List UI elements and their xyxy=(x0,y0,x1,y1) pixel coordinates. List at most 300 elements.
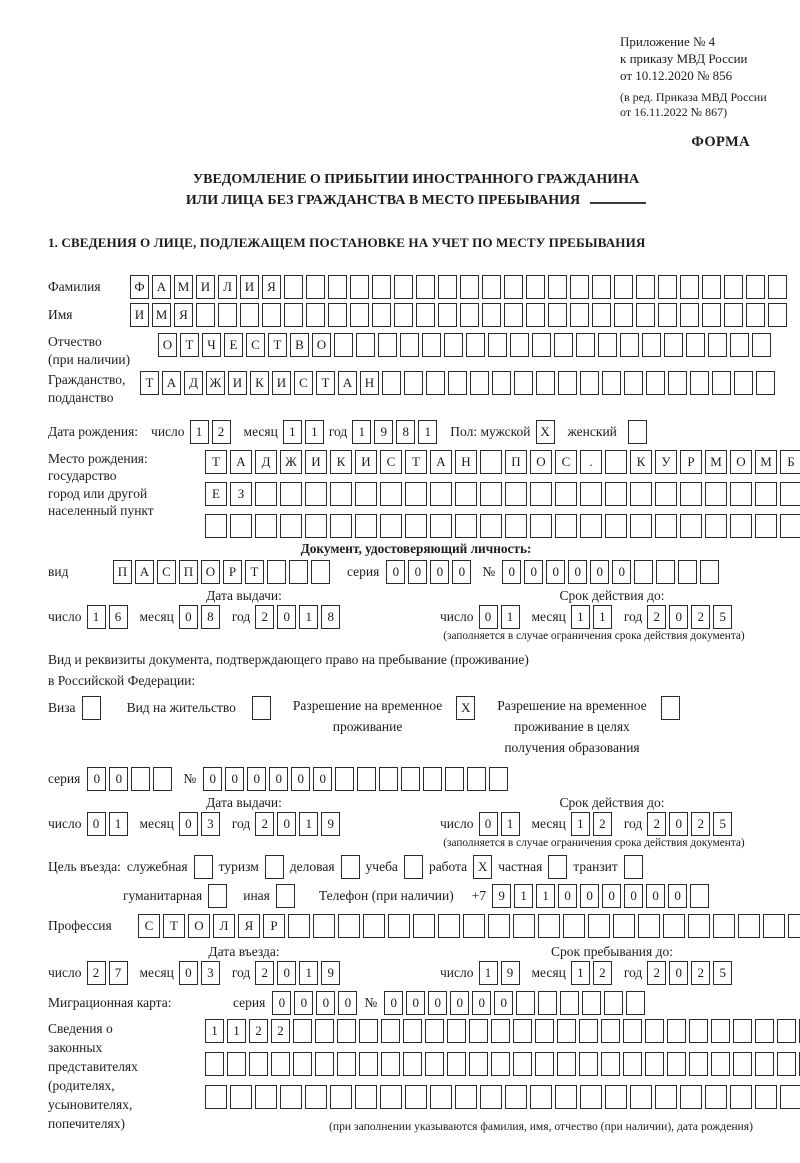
char-cell[interactable]: 2 xyxy=(593,812,612,836)
char-cell[interactable]: С xyxy=(138,914,160,938)
char-cell[interactable] xyxy=(733,1052,752,1076)
char-cell[interactable]: 1 xyxy=(501,812,520,836)
char-cell[interactable]: С xyxy=(555,450,577,474)
char-cell[interactable] xyxy=(689,1052,708,1076)
char-cell[interactable]: 0 xyxy=(558,884,577,908)
char-cell[interactable] xyxy=(359,1052,378,1076)
char-cell[interactable]: М xyxy=(755,450,777,474)
char-cell[interactable] xyxy=(678,560,697,584)
char-cell[interactable] xyxy=(668,371,687,395)
char-cell[interactable]: 0 xyxy=(430,560,449,584)
char-cell[interactable]: 0 xyxy=(269,767,288,791)
gender-female-checkbox[interactable] xyxy=(628,420,647,444)
char-cell[interactable] xyxy=(667,1019,686,1043)
char-cell[interactable] xyxy=(334,333,353,357)
char-cell[interactable] xyxy=(469,1019,488,1043)
char-cell[interactable]: 0 xyxy=(277,961,296,985)
char-cell[interactable]: 1 xyxy=(571,605,590,629)
char-cell[interactable] xyxy=(305,514,327,538)
char-cell[interactable] xyxy=(630,514,652,538)
char-cell[interactable]: П xyxy=(113,560,132,584)
char-cell[interactable] xyxy=(558,371,577,395)
char-cell[interactable]: 0 xyxy=(313,767,332,791)
char-cell[interactable]: 1 xyxy=(514,884,533,908)
char-cell[interactable] xyxy=(315,1052,334,1076)
char-cell[interactable] xyxy=(306,275,325,299)
char-cell[interactable] xyxy=(513,914,535,938)
char-cell[interactable] xyxy=(658,303,677,327)
char-cell[interactable]: Ж xyxy=(206,371,225,395)
char-cell[interactable]: В xyxy=(290,333,309,357)
char-cell[interactable] xyxy=(425,1052,444,1076)
char-cell[interactable] xyxy=(734,371,753,395)
char-cell[interactable]: Я xyxy=(262,275,281,299)
char-cell[interactable] xyxy=(438,303,457,327)
char-cell[interactable] xyxy=(730,482,752,506)
char-cell[interactable]: М xyxy=(705,450,727,474)
char-cell[interactable]: 1 xyxy=(352,420,371,444)
char-cell[interactable] xyxy=(664,333,683,357)
char-cell[interactable]: 8 xyxy=(321,605,340,629)
char-cell[interactable] xyxy=(580,482,602,506)
purpose-tourism-checkbox[interactable] xyxy=(265,855,284,879)
char-cell[interactable] xyxy=(655,482,677,506)
char-cell[interactable] xyxy=(284,275,303,299)
char-cell[interactable] xyxy=(378,333,397,357)
char-cell[interactable]: 0 xyxy=(472,991,491,1015)
char-cell[interactable]: 2 xyxy=(249,1019,268,1043)
char-cell[interactable]: 0 xyxy=(277,605,296,629)
char-cell[interactable] xyxy=(560,991,579,1015)
char-cell[interactable] xyxy=(357,767,376,791)
char-cell[interactable]: 3 xyxy=(201,812,220,836)
char-cell[interactable]: 0 xyxy=(294,991,313,1015)
char-cell[interactable] xyxy=(555,514,577,538)
char-cell[interactable] xyxy=(604,991,623,1015)
char-cell[interactable]: 9 xyxy=(501,961,520,985)
char-cell[interactable]: Т xyxy=(205,450,227,474)
char-cell[interactable] xyxy=(780,482,800,506)
char-cell[interactable] xyxy=(196,303,215,327)
char-cell[interactable]: 6 xyxy=(109,605,128,629)
char-cell[interactable] xyxy=(505,1085,527,1109)
char-cell[interactable] xyxy=(455,1085,477,1109)
char-cell[interactable] xyxy=(746,303,765,327)
char-cell[interactable] xyxy=(240,303,259,327)
char-cell[interactable] xyxy=(467,767,486,791)
char-cell[interactable] xyxy=(601,1052,620,1076)
char-cell[interactable] xyxy=(724,275,743,299)
char-cell[interactable]: 0 xyxy=(602,884,621,908)
char-cell[interactable] xyxy=(513,1019,532,1043)
char-cell[interactable] xyxy=(755,482,777,506)
char-cell[interactable]: 9 xyxy=(321,812,340,836)
char-cell[interactable] xyxy=(663,914,685,938)
char-cell[interactable] xyxy=(382,371,401,395)
char-cell[interactable] xyxy=(777,1052,796,1076)
char-cell[interactable] xyxy=(570,303,589,327)
char-cell[interactable] xyxy=(680,482,702,506)
char-cell[interactable] xyxy=(463,914,485,938)
char-cell[interactable] xyxy=(480,514,502,538)
char-cell[interactable]: 2 xyxy=(271,1019,290,1043)
char-cell[interactable]: 1 xyxy=(479,961,498,985)
char-cell[interactable] xyxy=(430,482,452,506)
char-cell[interactable] xyxy=(526,303,545,327)
char-cell[interactable] xyxy=(614,275,633,299)
char-cell[interactable] xyxy=(448,371,467,395)
char-cell[interactable] xyxy=(413,914,435,938)
char-cell[interactable] xyxy=(555,1085,577,1109)
char-cell[interactable]: 0 xyxy=(179,812,198,836)
char-cell[interactable]: Р xyxy=(263,914,285,938)
char-cell[interactable] xyxy=(708,333,727,357)
char-cell[interactable]: Е xyxy=(205,482,227,506)
char-cell[interactable] xyxy=(271,1052,290,1076)
char-cell[interactable] xyxy=(288,914,310,938)
char-cell[interactable] xyxy=(711,1052,730,1076)
char-cell[interactable]: 0 xyxy=(450,991,469,1015)
char-cell[interactable]: 0 xyxy=(247,767,266,791)
char-cell[interactable] xyxy=(416,275,435,299)
char-cell[interactable]: 0 xyxy=(612,560,631,584)
char-cell[interactable] xyxy=(488,914,510,938)
char-cell[interactable] xyxy=(601,1019,620,1043)
char-cell[interactable]: 0 xyxy=(428,991,447,1015)
char-cell[interactable] xyxy=(554,333,573,357)
char-cell[interactable] xyxy=(400,333,419,357)
temp-permit-checkbox[interactable]: X xyxy=(456,696,475,720)
char-cell[interactable] xyxy=(284,303,303,327)
char-cell[interactable]: 2 xyxy=(87,961,106,985)
char-cell[interactable] xyxy=(630,1085,652,1109)
char-cell[interactable]: Т xyxy=(163,914,185,938)
char-cell[interactable]: 7 xyxy=(109,961,128,985)
char-cell[interactable] xyxy=(680,303,699,327)
char-cell[interactable] xyxy=(262,303,281,327)
char-cell[interactable] xyxy=(686,333,705,357)
char-cell[interactable] xyxy=(403,1052,422,1076)
char-cell[interactable]: С xyxy=(246,333,265,357)
char-cell[interactable]: К xyxy=(630,450,652,474)
char-cell[interactable]: 0 xyxy=(386,560,405,584)
char-cell[interactable]: И xyxy=(196,275,215,299)
char-cell[interactable]: 0 xyxy=(452,560,471,584)
char-cell[interactable] xyxy=(614,303,633,327)
char-cell[interactable]: С xyxy=(157,560,176,584)
char-cell[interactable]: О xyxy=(530,450,552,474)
char-cell[interactable]: З xyxy=(230,482,252,506)
purpose-other-checkbox[interactable] xyxy=(276,884,295,908)
char-cell[interactable]: 2 xyxy=(255,605,274,629)
char-cell[interactable] xyxy=(642,333,661,357)
char-cell[interactable] xyxy=(379,767,398,791)
char-cell[interactable] xyxy=(756,371,775,395)
char-cell[interactable]: П xyxy=(505,450,527,474)
char-cell[interactable] xyxy=(337,1019,356,1043)
char-cell[interactable] xyxy=(315,1019,334,1043)
char-cell[interactable]: 5 xyxy=(713,812,732,836)
char-cell[interactable] xyxy=(579,1019,598,1043)
char-cell[interactable] xyxy=(680,275,699,299)
char-cell[interactable]: 0 xyxy=(203,767,222,791)
char-cell[interactable]: 0 xyxy=(546,560,565,584)
gender-male-checkbox[interactable]: X xyxy=(536,420,555,444)
char-cell[interactable] xyxy=(255,514,277,538)
char-cell[interactable] xyxy=(131,767,150,791)
char-cell[interactable]: Е xyxy=(224,333,243,357)
char-cell[interactable]: 0 xyxy=(669,605,688,629)
char-cell[interactable]: 1 xyxy=(299,812,318,836)
char-cell[interactable] xyxy=(738,914,760,938)
char-cell[interactable] xyxy=(313,914,335,938)
char-cell[interactable] xyxy=(592,275,611,299)
char-cell[interactable] xyxy=(605,1085,627,1109)
char-cell[interactable]: И xyxy=(272,371,291,395)
char-cell[interactable]: Я xyxy=(238,914,260,938)
char-cell[interactable] xyxy=(355,482,377,506)
char-cell[interactable] xyxy=(455,482,477,506)
char-cell[interactable]: 2 xyxy=(691,812,710,836)
char-cell[interactable]: 1 xyxy=(190,420,209,444)
char-cell[interactable] xyxy=(422,333,441,357)
char-cell[interactable] xyxy=(746,275,765,299)
char-cell[interactable] xyxy=(713,914,735,938)
char-cell[interactable] xyxy=(330,514,352,538)
char-cell[interactable] xyxy=(530,482,552,506)
char-cell[interactable]: 1 xyxy=(227,1019,246,1043)
char-cell[interactable] xyxy=(580,371,599,395)
char-cell[interactable]: И xyxy=(228,371,247,395)
char-cell[interactable] xyxy=(557,1019,576,1043)
char-cell[interactable]: 0 xyxy=(179,961,198,985)
char-cell[interactable] xyxy=(505,482,527,506)
char-cell[interactable] xyxy=(381,1019,400,1043)
char-cell[interactable] xyxy=(480,482,502,506)
char-cell[interactable] xyxy=(768,275,787,299)
char-cell[interactable] xyxy=(438,914,460,938)
char-cell[interactable] xyxy=(350,303,369,327)
char-cell[interactable] xyxy=(636,303,655,327)
char-cell[interactable]: Ч xyxy=(202,333,221,357)
char-cell[interactable] xyxy=(636,275,655,299)
char-cell[interactable]: 1 xyxy=(501,605,520,629)
char-cell[interactable]: Л xyxy=(218,275,237,299)
char-cell[interactable] xyxy=(733,1019,752,1043)
char-cell[interactable]: 2 xyxy=(647,812,666,836)
char-cell[interactable] xyxy=(535,1019,554,1043)
char-cell[interactable] xyxy=(491,1052,510,1076)
char-cell[interactable] xyxy=(530,514,552,538)
char-cell[interactable] xyxy=(338,914,360,938)
char-cell[interactable] xyxy=(504,303,523,327)
char-cell[interactable] xyxy=(548,303,567,327)
char-cell[interactable] xyxy=(690,371,709,395)
edu-permit-checkbox[interactable] xyxy=(661,696,680,720)
char-cell[interactable] xyxy=(557,1052,576,1076)
char-cell[interactable]: 0 xyxy=(338,991,357,1015)
char-cell[interactable] xyxy=(510,333,529,357)
char-cell[interactable] xyxy=(688,914,710,938)
char-cell[interactable]: С xyxy=(380,450,402,474)
char-cell[interactable] xyxy=(623,1019,642,1043)
char-cell[interactable]: 1 xyxy=(593,605,612,629)
char-cell[interactable]: Т xyxy=(140,371,159,395)
char-cell[interactable] xyxy=(711,1019,730,1043)
char-cell[interactable] xyxy=(777,1019,796,1043)
char-cell[interactable] xyxy=(380,514,402,538)
char-cell[interactable]: И xyxy=(305,450,327,474)
char-cell[interactable] xyxy=(702,303,721,327)
char-cell[interactable] xyxy=(638,914,660,938)
char-cell[interactable]: 0 xyxy=(87,812,106,836)
char-cell[interactable] xyxy=(405,482,427,506)
purpose-work-checkbox[interactable]: X xyxy=(473,855,492,879)
char-cell[interactable]: . xyxy=(580,450,602,474)
char-cell[interactable] xyxy=(505,514,527,538)
char-cell[interactable] xyxy=(447,1052,466,1076)
char-cell[interactable] xyxy=(605,482,627,506)
char-cell[interactable]: 8 xyxy=(396,420,415,444)
char-cell[interactable]: 0 xyxy=(109,767,128,791)
char-cell[interactable]: 0 xyxy=(479,605,498,629)
char-cell[interactable] xyxy=(426,371,445,395)
char-cell[interactable]: 5 xyxy=(713,961,732,985)
char-cell[interactable] xyxy=(445,767,464,791)
char-cell[interactable] xyxy=(328,275,347,299)
char-cell[interactable] xyxy=(602,371,621,395)
char-cell[interactable]: 1 xyxy=(205,1019,224,1043)
char-cell[interactable] xyxy=(359,1019,378,1043)
char-cell[interactable] xyxy=(555,482,577,506)
char-cell[interactable] xyxy=(403,1019,422,1043)
char-cell[interactable] xyxy=(230,1085,252,1109)
char-cell[interactable]: 1 xyxy=(299,961,318,985)
char-cell[interactable] xyxy=(655,1085,677,1109)
char-cell[interactable]: 2 xyxy=(255,812,274,836)
char-cell[interactable] xyxy=(588,914,610,938)
char-cell[interactable]: 1 xyxy=(299,605,318,629)
char-cell[interactable]: О xyxy=(201,560,220,584)
char-cell[interactable]: Д xyxy=(184,371,203,395)
char-cell[interactable] xyxy=(355,1085,377,1109)
char-cell[interactable] xyxy=(444,333,463,357)
char-cell[interactable] xyxy=(335,767,354,791)
char-cell[interactable]: 0 xyxy=(524,560,543,584)
char-cell[interactable] xyxy=(305,482,327,506)
purpose-transit-checkbox[interactable] xyxy=(624,855,643,879)
char-cell[interactable]: 0 xyxy=(225,767,244,791)
char-cell[interactable]: О xyxy=(312,333,331,357)
char-cell[interactable] xyxy=(280,1085,302,1109)
char-cell[interactable] xyxy=(613,914,635,938)
char-cell[interactable] xyxy=(267,560,286,584)
char-cell[interactable] xyxy=(489,767,508,791)
char-cell[interactable] xyxy=(538,991,557,1015)
char-cell[interactable] xyxy=(328,303,347,327)
char-cell[interactable]: 0 xyxy=(291,767,310,791)
char-cell[interactable] xyxy=(460,303,479,327)
char-cell[interactable] xyxy=(689,1019,708,1043)
char-cell[interactable]: О xyxy=(188,914,210,938)
char-cell[interactable]: 0 xyxy=(580,884,599,908)
char-cell[interactable]: 0 xyxy=(408,560,427,584)
char-cell[interactable] xyxy=(645,1052,664,1076)
char-cell[interactable] xyxy=(218,303,237,327)
char-cell[interactable] xyxy=(404,371,423,395)
char-cell[interactable] xyxy=(700,560,719,584)
char-cell[interactable] xyxy=(227,1052,246,1076)
char-cell[interactable] xyxy=(513,1052,532,1076)
char-cell[interactable]: А xyxy=(430,450,452,474)
char-cell[interactable]: 1 xyxy=(109,812,128,836)
char-cell[interactable]: И xyxy=(355,450,377,474)
char-cell[interactable]: Д xyxy=(255,450,277,474)
char-cell[interactable] xyxy=(255,482,277,506)
char-cell[interactable]: Ф xyxy=(130,275,149,299)
char-cell[interactable] xyxy=(480,450,502,474)
char-cell[interactable]: 2 xyxy=(691,605,710,629)
char-cell[interactable]: Н xyxy=(360,371,379,395)
purpose-private-checkbox[interactable] xyxy=(548,855,567,879)
char-cell[interactable]: У xyxy=(655,450,677,474)
char-cell[interactable]: Ж xyxy=(280,450,302,474)
char-cell[interactable] xyxy=(306,303,325,327)
char-cell[interactable]: П xyxy=(179,560,198,584)
char-cell[interactable] xyxy=(752,333,771,357)
purpose-humanitarian-checkbox[interactable] xyxy=(208,884,227,908)
char-cell[interactable] xyxy=(755,1085,777,1109)
char-cell[interactable] xyxy=(763,914,785,938)
char-cell[interactable] xyxy=(388,914,410,938)
char-cell[interactable]: А xyxy=(135,560,154,584)
char-cell[interactable]: М xyxy=(152,303,171,327)
char-cell[interactable] xyxy=(579,1052,598,1076)
char-cell[interactable] xyxy=(705,514,727,538)
char-cell[interactable] xyxy=(381,1052,400,1076)
char-cell[interactable]: Б xyxy=(780,450,800,474)
char-cell[interactable]: М xyxy=(174,275,193,299)
char-cell[interactable] xyxy=(605,514,627,538)
char-cell[interactable]: 0 xyxy=(277,812,296,836)
char-cell[interactable]: Т xyxy=(268,333,287,357)
char-cell[interactable] xyxy=(401,767,420,791)
char-cell[interactable] xyxy=(582,991,601,1015)
char-cell[interactable] xyxy=(425,1019,444,1043)
char-cell[interactable] xyxy=(488,333,507,357)
char-cell[interactable] xyxy=(480,1085,502,1109)
char-cell[interactable]: 1 xyxy=(571,812,590,836)
char-cell[interactable] xyxy=(580,514,602,538)
char-cell[interactable] xyxy=(530,1085,552,1109)
char-cell[interactable]: 1 xyxy=(418,420,437,444)
char-cell[interactable]: О xyxy=(158,333,177,357)
char-cell[interactable] xyxy=(293,1019,312,1043)
char-cell[interactable] xyxy=(730,514,752,538)
char-cell[interactable] xyxy=(330,1085,352,1109)
char-cell[interactable]: 2 xyxy=(647,961,666,985)
char-cell[interactable]: А xyxy=(230,450,252,474)
char-cell[interactable]: 8 xyxy=(201,605,220,629)
char-cell[interactable] xyxy=(249,1052,268,1076)
char-cell[interactable]: 1 xyxy=(87,605,106,629)
char-cell[interactable] xyxy=(702,275,721,299)
char-cell[interactable] xyxy=(337,1052,356,1076)
char-cell[interactable] xyxy=(516,991,535,1015)
char-cell[interactable] xyxy=(466,333,485,357)
char-cell[interactable] xyxy=(394,275,413,299)
char-cell[interactable]: 0 xyxy=(272,991,291,1015)
